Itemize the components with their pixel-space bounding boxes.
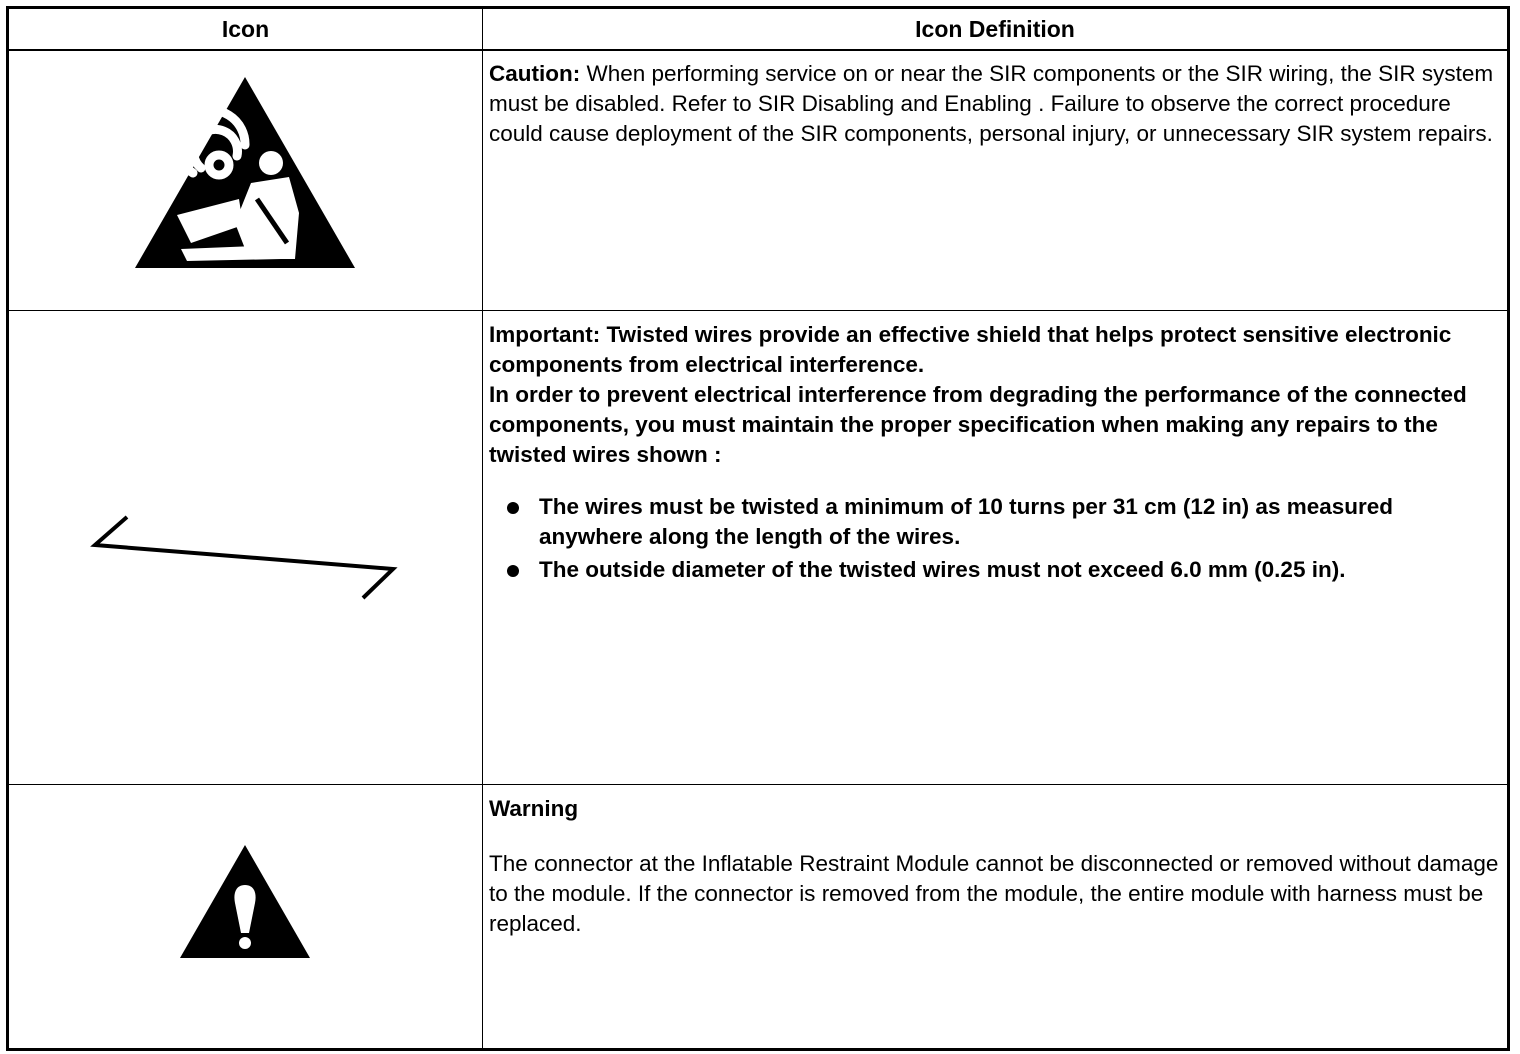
bullet-icon bbox=[507, 502, 519, 514]
row-divider-2 bbox=[9, 784, 1507, 785]
caution-label: Caution: bbox=[489, 61, 581, 86]
header-icon: Icon bbox=[221, 16, 270, 42]
icon-definition-table bbox=[6, 6, 1510, 1051]
warning-definition bbox=[489, 794, 1501, 939]
list-item: The wires must be twisted a minimum of 10 turns per 31 cm (12 in) as measured anywhere along the length of the wires. bbox=[489, 492, 1501, 552]
header-divider bbox=[9, 49, 1507, 51]
warning-title: Warning bbox=[489, 796, 579, 821]
twisted-wire-icon bbox=[89, 509, 399, 604]
row-divider-1 bbox=[9, 310, 1507, 311]
column-divider bbox=[482, 9, 483, 1048]
bullet-icon bbox=[507, 565, 519, 577]
header-icon-definition: Icon Definition bbox=[915, 16, 1075, 42]
sir-airbag-caution-triangle-icon bbox=[131, 73, 359, 271]
caution-definition bbox=[489, 59, 1501, 149]
important-intro: Important: Twisted wires provide an effective shield that helps protect sensitive electronic components from electrical interference. bbox=[489, 322, 1452, 377]
important-definition bbox=[489, 320, 1501, 588]
important-body: In order to prevent electrical interference from degrading the performance of the connected components, you must maintain the proper specification when making any repairs to the twisted wires shown : bbox=[489, 382, 1467, 467]
warning-exclamation-triangle-icon bbox=[177, 841, 313, 961]
twisted-wire-spec-list bbox=[489, 492, 1501, 585]
warning-text: The connector at the Inflatable Restraint Module cannot be disconnected or removed without damage to the module. If the connector is removed from the module, the entire module with harness must be replaced. bbox=[489, 851, 1499, 936]
list-item: The outside diameter of the twisted wires must not exceed 6.0 mm (0.25 in). bbox=[489, 555, 1501, 585]
caution-text: When performing service on or near the SIR components or the SIR wiring, the SIR system must be disabled. Refer to SIR Disabling and Enabling . Failure to observe the correct procedure could cause deployment of the SIR components, personal injury, or unnecessary SIR system repairs. bbox=[489, 61, 1494, 146]
